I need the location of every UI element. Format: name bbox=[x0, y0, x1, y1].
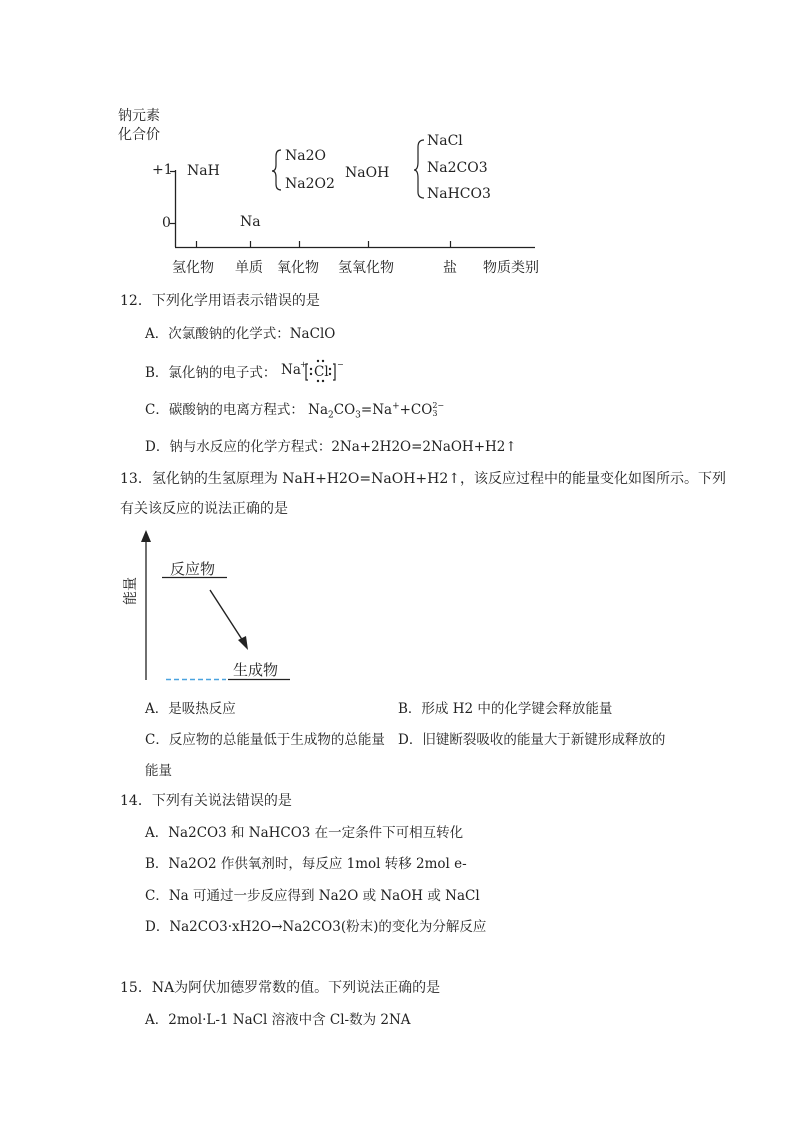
svg-text:Na: Na bbox=[280, 362, 301, 378]
q13-option-b: B．形成 H2 中的化学键会释放能量 bbox=[398, 701, 613, 717]
label-na2o2: Na2O2 bbox=[285, 176, 335, 192]
reaction-arrowhead bbox=[238, 636, 248, 650]
label-nahco3: NaHCO3 bbox=[427, 186, 491, 202]
category-oxide: 氧化物 bbox=[277, 260, 319, 276]
reactant-label: 反应物 bbox=[170, 560, 216, 578]
nacl-electron-formula bbox=[281, 358, 347, 384]
q12-option-c bbox=[145, 398, 444, 421]
svg-text:−: − bbox=[336, 360, 344, 369]
q13-option-d-line1: D．旧键断裂吸收的能量大于新键形成释放的 bbox=[398, 732, 666, 748]
energy-axis-label: 能量 bbox=[123, 577, 139, 605]
diagram-axes bbox=[0, 0, 794, 300]
product-label: 生成物 bbox=[233, 661, 279, 679]
energy-diagram-drawing bbox=[0, 520, 794, 690]
reaction-arrow bbox=[210, 590, 243, 641]
label-nacl: NaCl bbox=[427, 133, 463, 149]
q12-option-b-prefix: B．氯化钠的电子式： bbox=[145, 365, 277, 381]
q12-option-a: A．次氯酸钠的化学式：NaClO bbox=[145, 326, 336, 342]
q13-option-c: C．反应物的总能量低于生成物的总能量 bbox=[145, 732, 385, 748]
category-salt: 盐 bbox=[443, 260, 457, 276]
q14-option-c: C．Na 可通过一步反应得到 Na2O 或 NaOH 或 NaCl bbox=[145, 888, 480, 904]
q12-option-c-prefix: C．碳酸钠的电离方程式： bbox=[145, 402, 304, 418]
category-hydride: 氢化物 bbox=[172, 260, 214, 276]
energy-axis-arrowhead bbox=[141, 530, 151, 542]
q14-option-b: B．Na2O2 作供氧剂时，每反应 1mol 转移 2mol e- bbox=[145, 856, 467, 872]
category-axis-title: 物质类别 bbox=[483, 260, 539, 276]
tick-plus-one: +1 bbox=[152, 162, 173, 178]
q14-stem: 14．下列有关说法错误的是 bbox=[120, 793, 292, 809]
q14-option-a: A．Na2CO3 和 NaHCO3 在一定条件下可相互转化 bbox=[145, 825, 464, 841]
svg-text:+: + bbox=[299, 360, 307, 369]
q13-stem-line2: 有关该反应的说法正确的是 bbox=[120, 501, 288, 517]
oxide-brace bbox=[272, 150, 281, 190]
salt-brace bbox=[414, 140, 424, 198]
q13-option-a: A．是吸热反应 bbox=[145, 701, 236, 717]
q12-stem: 12．下列化学用语表示错误的是 bbox=[120, 293, 320, 309]
svg-text:Cl: Cl bbox=[313, 364, 329, 380]
label-naoh: NaOH bbox=[345, 165, 390, 181]
label-nah: NaH bbox=[187, 163, 220, 179]
q13-stem-line1: 13．氢化钠的生氢原理为 NaH+H2O=NaOH+H2↑，该反应过程中的能量变化如图所示。下列 bbox=[120, 471, 726, 487]
label-na2o: Na2O bbox=[285, 148, 326, 164]
q14-option-d: D．Na2CO3·xH2O→Na2CO3(粉末)的变化为分解反应 bbox=[145, 919, 487, 935]
tick-zero: 0 bbox=[162, 215, 171, 231]
label-na2co3: Na2CO3 bbox=[427, 160, 488, 176]
q12-option-b bbox=[145, 358, 347, 384]
label-na: Na bbox=[240, 214, 261, 230]
q13-option-d-line2: 能量 bbox=[145, 763, 172, 779]
q15-stem: 15．NA为阿伏加德罗常数的值。下列说法正确的是 bbox=[120, 980, 441, 996]
q12-option-d: D．钠与水反应的化学方程式：2Na+2H2O=2NaOH+H2↑ bbox=[145, 439, 517, 455]
q12-option-c-equation: $Na_2CO_3=Na^++CO$ 2− 3 bbox=[308, 401, 445, 421]
diagram-ylabel-line1: 钠元素 bbox=[118, 108, 160, 124]
category-hydroxide: 氢氧化物 bbox=[338, 260, 394, 276]
category-element: 单质 bbox=[235, 260, 263, 276]
q15-option-a: A．2mol·L-1 NaCl 溶液中含 Cl-数为 2NA bbox=[145, 1012, 411, 1028]
diagram-ylabel-line2: 化合价 bbox=[118, 127, 160, 143]
